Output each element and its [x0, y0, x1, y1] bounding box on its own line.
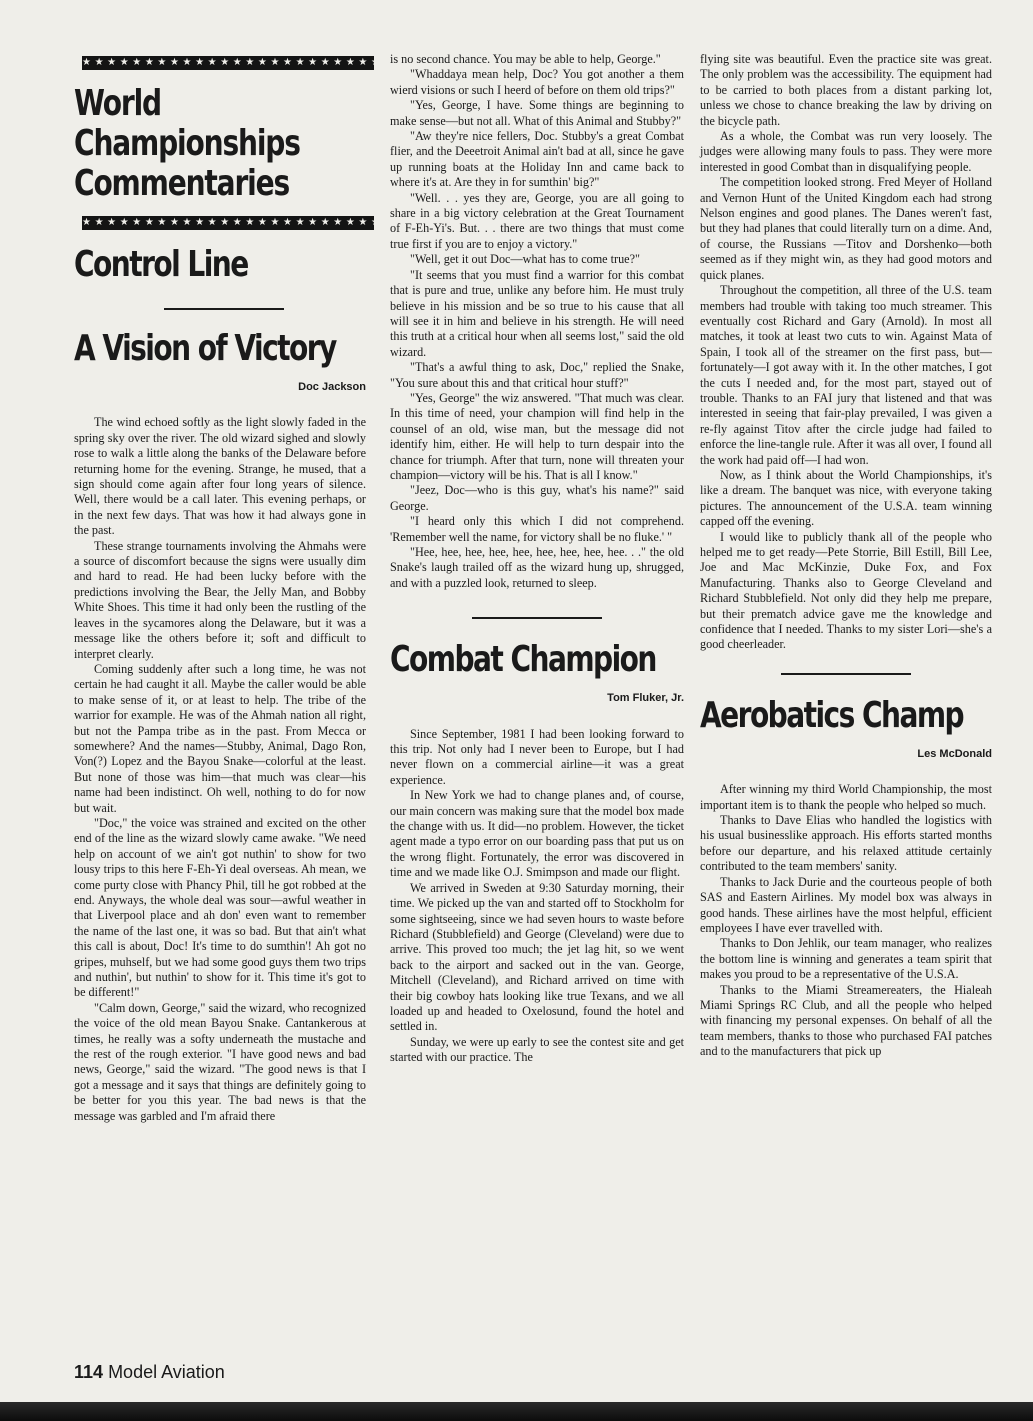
paragraph: The competition looked strong. Fred Meyer of Holland and Vernon Hunt of the United Kingdom each had strong Nelson engines and good planes. The Danes weren't fast, but they had planes that could literally turn on a dime. And, of course, the Russians —Titov and Dorshenko—both seemed as if they might win, as they had good motors and quick planes.	[700, 175, 992, 282]
star-banner-bottom: ★★★★★★★★★★★★★★★★★★★★★★★★★★	[82, 217, 409, 228]
paragraph: "Jeez, Doc—who is this guy, what's his name?" said George.	[390, 483, 684, 513]
divider-rule	[472, 617, 602, 619]
column-3	[700, 52, 992, 1060]
paragraph: In New York we had to change planes and, of course, our main concern was making sure that the model box made the change with us. It did—no problem. However, the ticket agent made a typo error on our boarding pass that put us on the wrong flight. Fortunately, the error was discovered in time and we made like O.J. Smimpson and made our flight.	[390, 788, 684, 880]
paragraph: Now, as I think about the World Championships, it's like a dream. The banquet was nice, with everyone taking pictures. The announcement of the U.S.A. team winning capped off the evening.	[700, 467, 992, 529]
headline-line-1: World	[74, 83, 161, 124]
paragraph: "Well. . . yes they are, George, you are all going to share in a big victory celebration at the Great Tournament of F-Eh-Yi's. But. . . there are two things that must come true first if you are to enjoy a victory."	[390, 190, 684, 251]
paragraph: Thanks to Jack Durie and the courteous people of both SAS and Eastern Airlines. My model box was always in good hands. These airlines have the most helpful, efficient employees I have ever travelled with.	[700, 874, 992, 935]
article-body-vision-part1	[74, 415, 366, 1124]
paragraph: flying site was beautiful. Even the practice site was great. The only problem was the accessibility. The equipment had to be carried to both places from a distant parking lot, unless we chose to chance breaking the law by driving on the bicycle path.	[700, 52, 992, 128]
divider-rule	[164, 308, 284, 310]
paragraph: "Whaddaya mean help, Doc? You got another a them wierd visions or such I heerd of before on them old trips?"	[390, 67, 684, 97]
magazine-name: Model Aviation	[108, 1362, 225, 1382]
byline-vision: Doc Jackson	[298, 381, 366, 393]
paragraph: We arrived in Sweden at 9:30 Saturday morning, their time. We picked up the van and started off to Stockholm for some sightseeing, since we had seven hours to waste before Richard (Stubblefield) and George (Cleveland) were due to arrive. This proved too much; the jet lag hit, so we went back to the airport and sacked out in the van. George, Mitchell (Cleveland), and Richard arrived on time with their big cowboy hats looking like true Texans, and we all loaded up and headed to Oxelosund, found the hotel and settled in.	[390, 880, 684, 1034]
headline-line-2: Championships	[74, 123, 300, 164]
paragraph: "I heard only this which I did not comprehend. 'Remember well the name, for victory shall be no fluke.' "	[390, 514, 684, 544]
article-body-combat-part1	[390, 727, 684, 1066]
paragraph: "It seems that you must find a warrior for this combat that is pure and true, unlike any before him. He must truly believe in his mission and be so true to his cause that all will see it in him and believe in his strength. He will need this truth at a critical hour when all seems lost," said the old wizard.	[390, 267, 684, 359]
paragraph: Thanks to Dave Elias who handled the logistics with his usual businesslike approach. His efforts started months before our departure, and his relaxed attitude certainly contributed to the team members' sanity.	[700, 813, 992, 874]
page-footer	[74, 1362, 225, 1383]
section-title: Control Line	[74, 244, 248, 285]
paragraph: After winning my third World Championship, the most important item is to thank the people who helped so much.	[700, 782, 992, 812]
column-2	[390, 52, 684, 1066]
paragraph: As a whole, the Combat was run very loosely. The judges were allowing many fouls to pass. They were more interested in good Combat than in disqualifying people.	[700, 129, 992, 174]
divider-rule	[781, 673, 911, 675]
paragraph: "Yes, George" the wiz answered. "That much was clear. In this time of need, your champion will find help in the counsel of an old, wise man, but the message did not identify him, either. He will help to turn despair into the chance for triumph. After that turn, none will threaten your champion—victory will be his. That is all I know."	[390, 390, 684, 482]
paragraph: "Aw they're nice fellers, Doc. Stubby's a great Combat flier, and the Deeetroit Animal ain't bad at all, since he gave up running boats at the Holiday Inn and came back to where it's at. Are they in for sumthin' big?"	[390, 129, 684, 190]
paragraph: Since September, 1981 I had been looking forward to this trip. Not only had I never been to Europe, but I had never flown on a commercial airline—it was a great experience.	[390, 726, 684, 787]
paragraph: I would like to publicly thank all of the people who helped me to get ready—Pete Storrie, Bill Estill, Bill Lee, Joe and Mac McKinzie, Duke Fox, and Fox Manufacturing. Thanks also to George Cleveland and Richard Stubblefield. Not only did they help me prepare, but their prematch advice gave me the knowledge and confidence that I needed. Thanks to my sister Lori—she's a good cheerleader.	[700, 529, 992, 652]
paragraph: These strange tournaments involving the Ahmahs were a source of discomfort because the signs were usually dim and hard to read. He had been lucky before with the predictions involving the Bear, the Jelly Man, and Bobby White Shoes. This time it had only been the rustling of the leaves in the sycamores along the Delaware, but it was a message like the others before it; soft and difficult to interpret clearly.	[74, 538, 366, 661]
paragraph: "Calm down, George," said the wizard, who recognized the voice of the old mean Bayou Snake. Cantankerous at times, he really was a softy underneath the mustache and the rest of the rough exterior. "I have good news and bad news, George," said the wizard. "The good news is that I got a message and it says that things are definitely going to be better for you this year. The bad news is that the message was garbled and I'm afraid there	[74, 1000, 366, 1123]
paragraph: "That's a awful thing to ask, Doc," replied the Snake, "You sure about this and that critical hour stuff?"	[390, 360, 684, 390]
article-body-aerobatics	[700, 782, 992, 1059]
paragraph: Thanks to the Miami Streamereaters, the Hialeah Miami Springs RC Club, and all the people who helped with financing my personal expenses. On behalf of all the team members, thanks to those who purchased FAI patches and to the manufacturers that pick up	[700, 982, 992, 1059]
article-body-vision-part2	[390, 52, 684, 591]
column-1	[74, 52, 409, 1124]
page-edge-shadow	[0, 1402, 1033, 1421]
paragraph: The wind echoed softly as the light slowly faded in the spring sky over the river. The old wizard sighed and slowly rose to walk a little along the banks of the Delaware before returning home for the evening. Strange, he mused, that a sign should come again after four long years of silence. Well, there would be a call later. This evening perhaps, or in the next few days. That was how it had always gone in the past.	[74, 415, 366, 538]
paragraph: Throughout the competition, all three of the U.S. team members had trouble with taking too much streamer. This eventually cost Richard and Gary (Arnold). In most all matches, it took at least two cuts to win. Against Mata of Spain, I took all of the streamer on the first pass, but—fortunately—I got away with it. In the other matches, I got the cuts I needed and, for the most part, stayed out of trouble. Thanks to an FAI jury that listened and that was interested in seeing that fair-play prevailed, I was given a re-fly against Titov after the circle judge had failed to enforce the line-tangle rule. After it was all over, I found all the work had paid off—I had won.	[700, 283, 992, 467]
article-title-combat: Combat Champion	[390, 639, 656, 681]
paragraph: Thanks to Don Jehlik, our team manager, who realizes the bottom line is winning and generates a team spirit that makes you proud to be a representative of the U.S.A.	[700, 936, 992, 982]
article-title-vision: A Vision of Victory	[74, 328, 336, 369]
headline-line-3: Commentaries	[74, 163, 290, 204]
article-body-combat-part2	[700, 52, 992, 653]
paragraph: "Yes, George, I have. Some things are beginning to make sense—but not all. What of this Animal and Stubby?"	[390, 98, 684, 128]
star-banner-top: ★★★★★★★★★★★★★★★★★★★★★★★★★★	[82, 57, 409, 68]
byline-combat: Tom Fluker, Jr.	[607, 692, 684, 705]
paragraph: "Doc," the voice was strained and excited on the other end of the line as the wizard slowly came awake. "We need help on account of we ain't got nuthin' to show for two lousy trips to this here F-Eh-Yi deal overseas. Ah mean, we come purty close with Phancy Phil, till he got robbed at the end. Anyways, the whole deal was sour—awful weather in that Liverpool place and ah don' even want to remember the name of the last one, it was so bad. But that ain't what this call is about, Doc! It's time to do sumthin'! Ah got no gripes, muhself, but we had some good guys them two trips and nuthin', but nuthin' to show for it. This time it's got to be different!"	[74, 815, 366, 1000]
byline-aerobatics: Les McDonald	[917, 747, 992, 760]
page-number: 114	[74, 1362, 104, 1382]
paragraph: "Hee, hee, hee, hee, hee, hee, hee, hee, hee. . ." the old Snake's laugh trailed off as the wizard hung up, shrugged, and with a puzzled look, returned to sleep.	[390, 545, 684, 590]
paragraph: Coming suddenly after such a long time, he was not certain he had caught it all. Maybe the caller would be able to make sense of it, or at least to help. The tribe of the warrior for example. He was of the Ahmah nation all right, but not the Pampa tribe as in the past. From Mecca or somewhere? And the names—Stubby, Animal, Dago Ron, Von(?) Lopez and the Bayou Snake—colorful at the least. But none of those was him—that much was clear—his name had been indistinct. Oh well, nothing to do for now but wait.	[74, 661, 366, 815]
paragraph: "Well, get it out Doc—what has to come true?"	[410, 252, 640, 267]
paragraph: Sunday, we were up early to see the contest site and get started with our practice. The	[390, 1034, 684, 1065]
paragraph: is no second chance. You may be able to help, George."	[390, 52, 661, 66]
article-title-aerobatics: Aerobatics Champ	[700, 694, 964, 736]
